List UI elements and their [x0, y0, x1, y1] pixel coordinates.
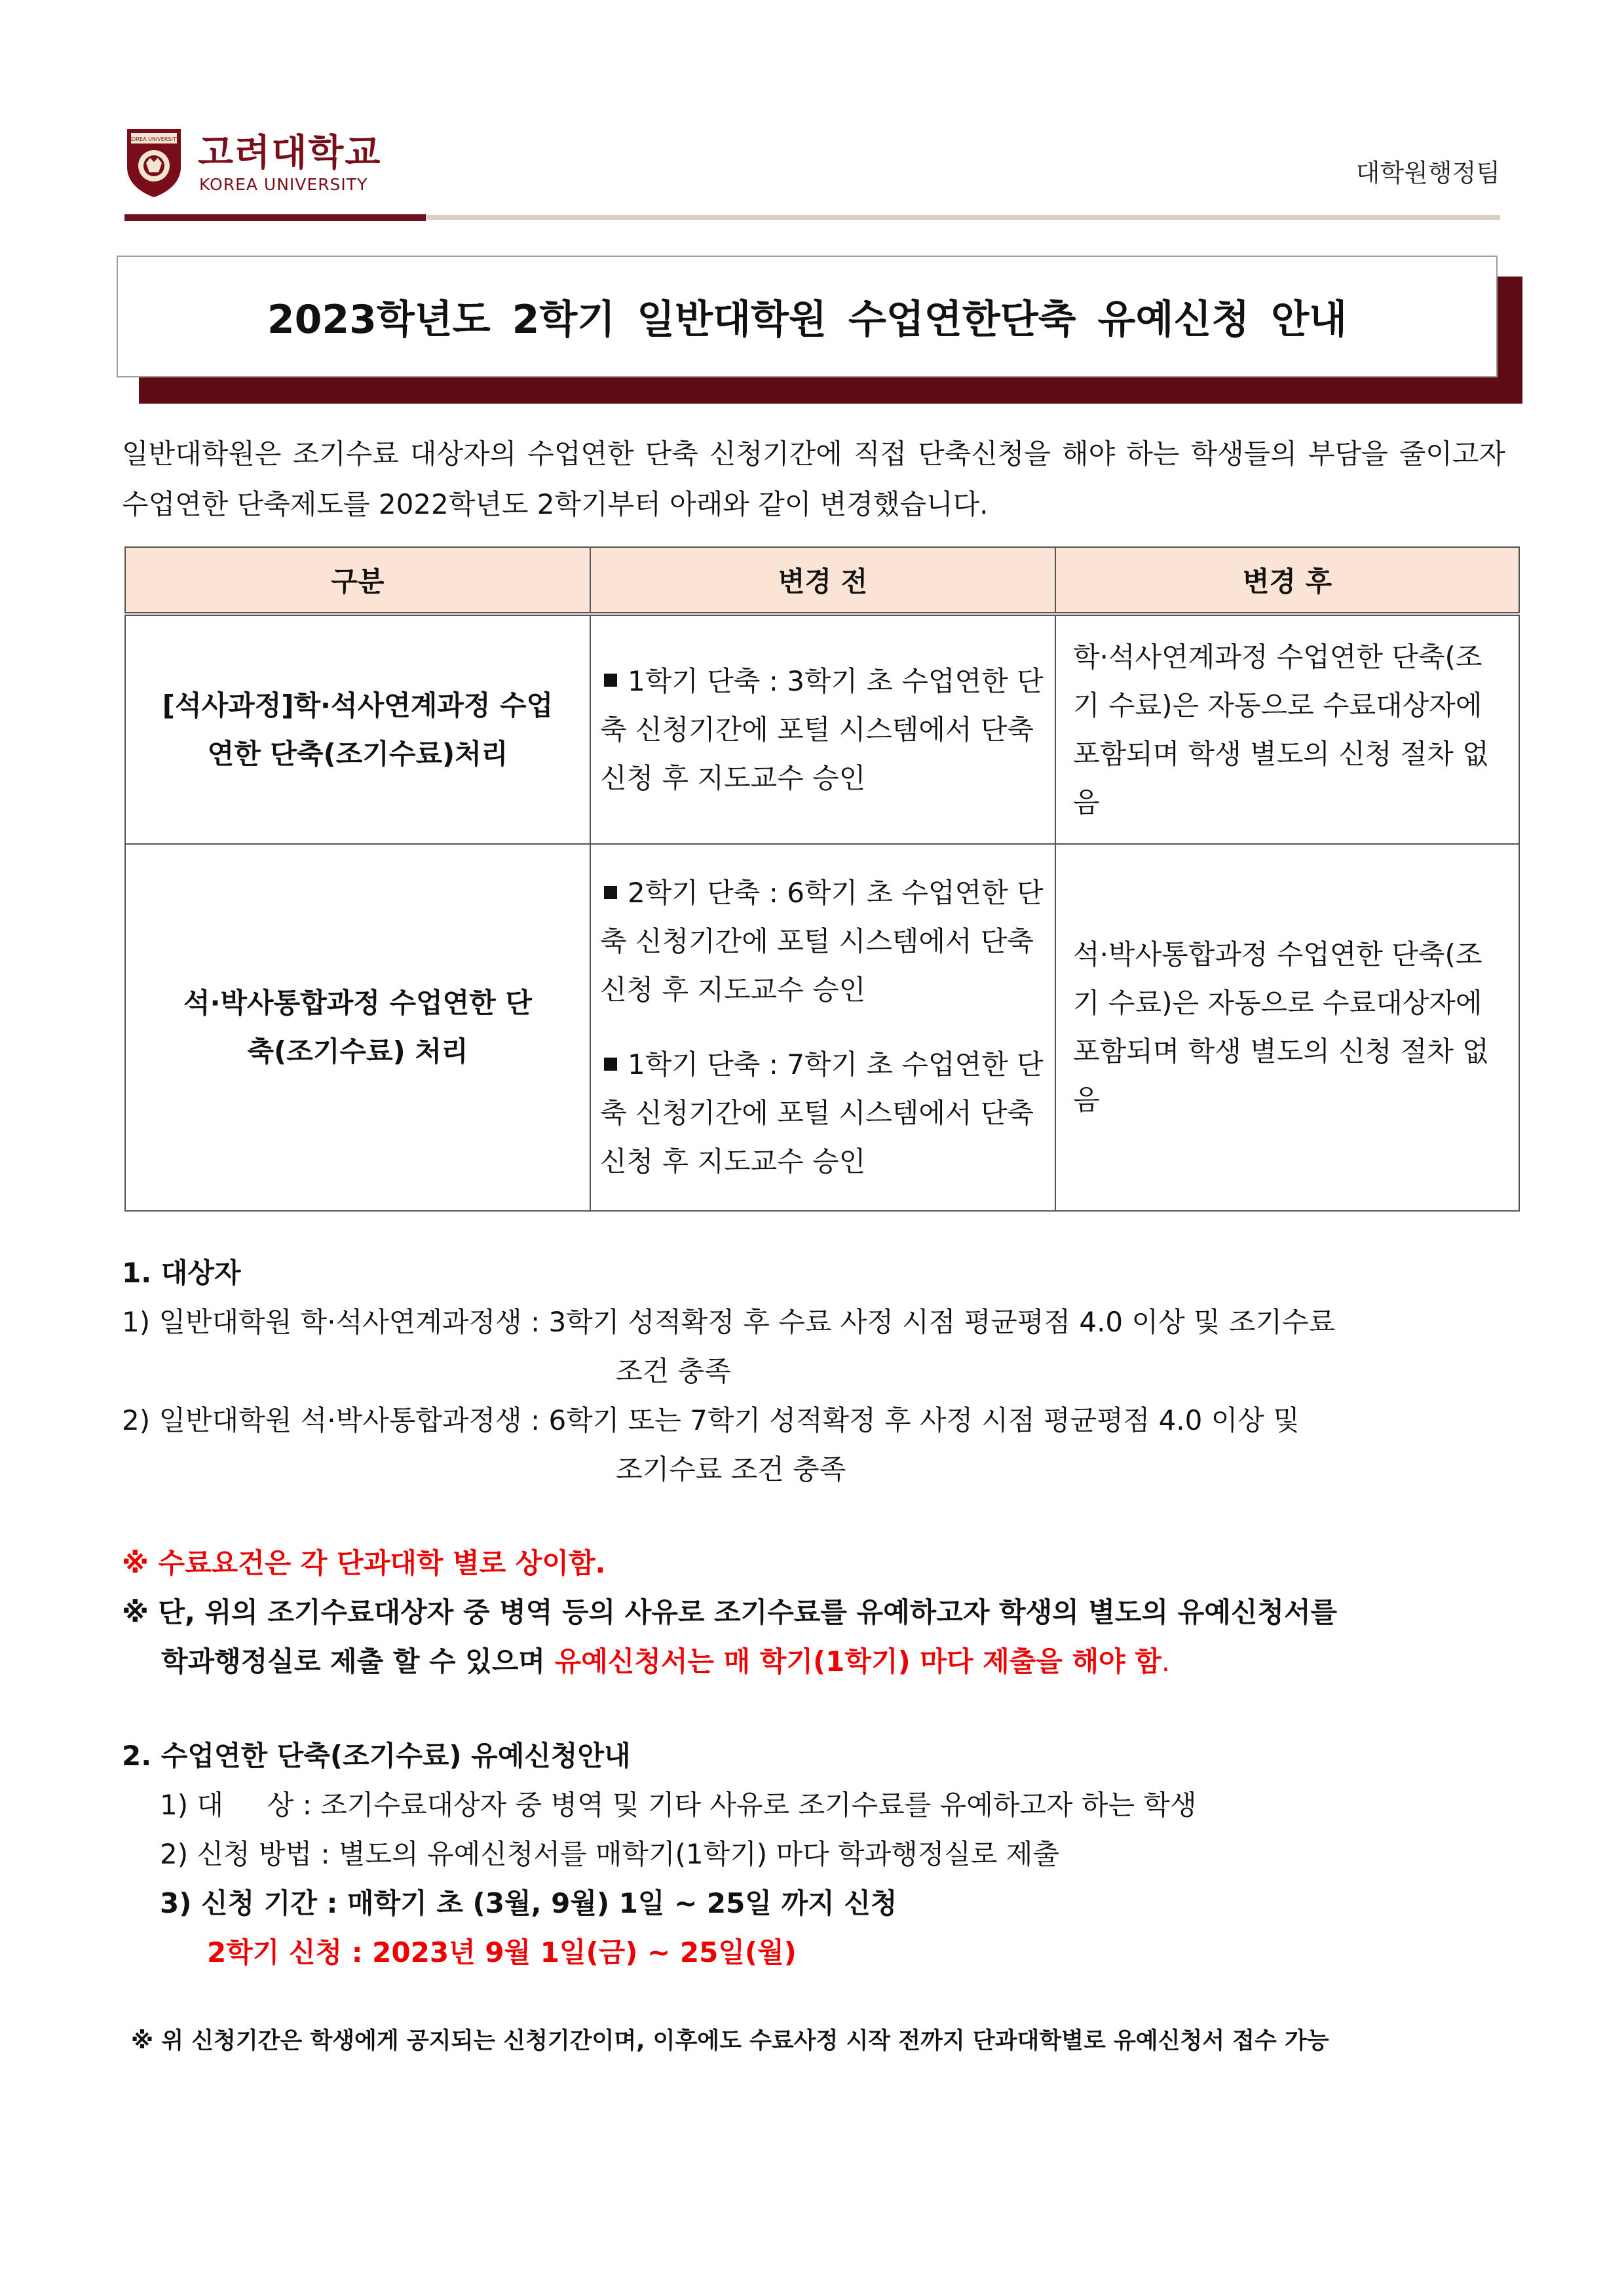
section2-item2-label: 2) 신청 방법 : [160, 1838, 330, 1870]
row2-category-text: 석·박사통합과정 수업연한 단축(조기수료) 처리 [183, 987, 533, 1067]
row2-after [1055, 844, 1519, 1211]
section2-item4: 2학기 신청 : 2023년 9월 1일(금) ~ 25일(월) [207, 1936, 797, 1968]
row2-before-item [600, 869, 1044, 1014]
square-bullet-icon [604, 1058, 617, 1071]
row1-before-text: 1학기 단축 : 3학기 초 수업연한 단축 신청기간에 포털 시스템에서 단축 신청 후 지도교수 승인 [600, 664, 1044, 794]
row2-before-text-2: 1학기 단축 : 7학기 초 수업연한 단축 신청기간에 포털 시스템에서 단축 신청 후 지도교수 승인 [600, 1048, 1044, 1177]
section2-item2-text: 별도의 유예신청서를 매학기(1학기) 마다 학과행정실로 제출 [338, 1838, 1059, 1870]
section1-item1-cont: 조건 충족 [616, 1355, 731, 1387]
section2-item2 [160, 1833, 1059, 1872]
section2-item1-label: 1) 대 상 : [160, 1789, 312, 1821]
note-deferral-line1: ※ 단, 위의 조기수료대상자 중 병역 등의 사유로 조기수료를 유예하고자 학생의 별도의 유예신청서를 [122, 1596, 1338, 1628]
department-label: 대학원행정팀 [1355, 159, 1500, 187]
row2-after-text: 석·박사통합과정 수업연한 단축(조기 수료)은 자동으로 수료대상자에 포함되며 학생 별도의 신청 절차 없음 [1073, 938, 1489, 1116]
section1-item1: 1) 일반대학원 학·석사연계과정생 : 3학기 성적확정 후 수료 사정 시점 평균평점 4.0 이상 및 조기수료 [122, 1306, 1336, 1338]
row2-before-item [600, 1041, 1044, 1186]
title-box [117, 256, 1498, 377]
section2-item1-text: 조기수료대상자 중 병역 및 기타 사유로 조기수료를 유예하고자 하는 학생 [320, 1789, 1197, 1821]
row1-after [1055, 614, 1519, 844]
logo-name-ko: 고려대학교 [198, 132, 382, 174]
section1-heading: 1. 대상자 [122, 1257, 241, 1289]
table-header-after: 변경 후 [1055, 547, 1519, 614]
table-row [125, 614, 1519, 844]
university-logo [124, 126, 406, 199]
intro-paragraph: 일반대학원은 조기수료 대상자의 수업연한 단축 신청기간에 직접 단축신청을 해야 하는 학생들의 부담을 줄이고자 수업연한 단축제도를 2022학년도 2학기부터 아래와 같이 변경했습니다. [122, 438, 1505, 520]
row1-category-text: [석사과정]학·석사연계과정 수업연한 단축(조기수료)처리 [162, 689, 554, 770]
note-deferral-line2 [161, 1640, 1170, 1679]
logo-name-en: KOREA UNIVERSITY [199, 175, 368, 194]
square-bullet-icon [604, 674, 617, 687]
row2-category [125, 844, 590, 1211]
header-rule-light [426, 215, 1500, 220]
square-bullet-icon [604, 886, 617, 899]
table-header-row [125, 547, 1519, 614]
table-header-before: 변경 전 [590, 547, 1055, 614]
section2-heading: 2. 수업연한 단축(조기수료) 유예신청안내 [122, 1740, 631, 1772]
table-header-category: 구분 [125, 547, 590, 614]
section2-item3: 3) 신청 기간 : 매학기 초 (3월, 9월) 1일 ~ 25일 까지 신청 [160, 1887, 897, 1919]
footnote: ※ 위 신청기간은 학생에게 공지되는 신청기간이며, 이후에도 수료사정 시작 전까지 단과대학별로 유예신청서 접수 가능 [131, 2028, 1329, 2054]
row1-before [590, 614, 1055, 844]
header-rule-dark [124, 214, 426, 221]
section1-item2: 2) 일반대학원 석·박사통합과정생 : 6학기 또는 7학기 성적확정 후 사정 시점 평균평점 4.0 이상 및 [122, 1404, 1300, 1436]
note-deferral-submit: 학과행정실로 제출 할 수 있으며 [161, 1645, 545, 1677]
row1-before-item [600, 657, 1044, 803]
note-completion-requirements: ※ 수료요건은 각 단과대학 별로 상이함. [122, 1547, 606, 1579]
page-title: 2023학년도 2학기 일반대학원 수업연한단축 유예신청 안내 [267, 297, 1348, 343]
note-deferral-period: . [1161, 1645, 1171, 1677]
row1-after-text: 학·석사연계과정 수업연한 단축(조기 수료)은 자동으로 수료대상자에 포함되며 학생 별도의 신청 절차 없음 [1073, 640, 1489, 818]
note-deferral-highlight: 유예신청서는 매 학기(1학기) 마다 제출을 해야 함 [554, 1645, 1161, 1677]
section1-item2-cont: 조기수료 조건 충족 [616, 1453, 846, 1485]
table-row [125, 844, 1519, 1211]
row2-before [590, 844, 1055, 1211]
university-emblem-icon [124, 126, 183, 199]
change-table [124, 546, 1520, 1212]
row2-before-text-1: 2학기 단축 : 6학기 초 수업연한 단축 신청기간에 포털 시스템에서 단축 신청 후 지도교수 승인 [600, 877, 1044, 1006]
section2-item1 [160, 1784, 1197, 1823]
row1-category [125, 614, 590, 844]
emblem-text: KOREA UNIVERSITY [128, 136, 179, 142]
